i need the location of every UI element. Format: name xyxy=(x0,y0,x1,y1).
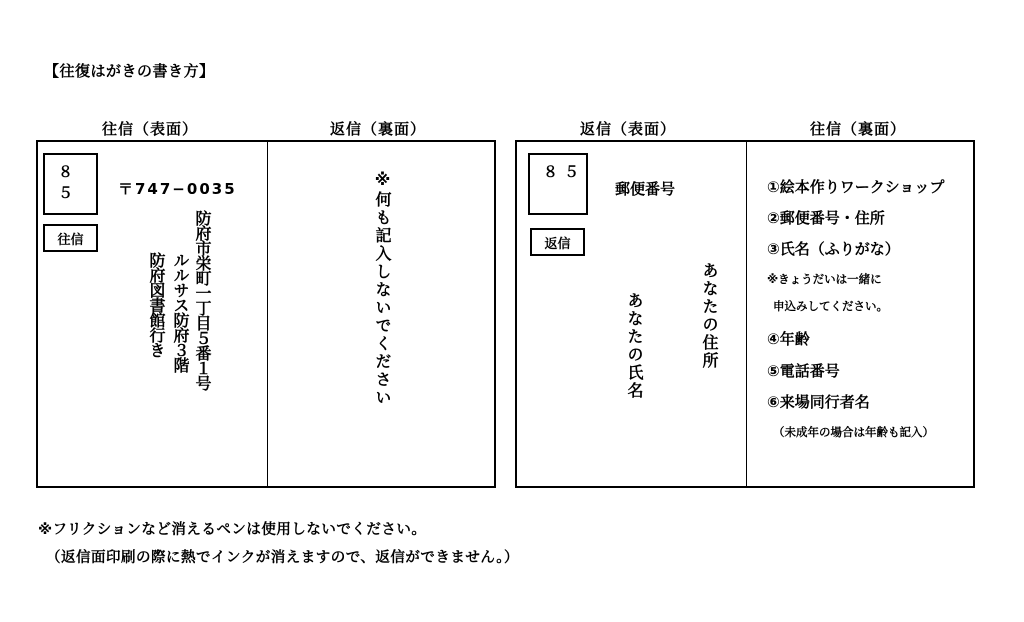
page-title: 【往復はがきの書き方】 xyxy=(44,62,215,80)
postal-code-label: 郵便番号 xyxy=(615,180,676,198)
item-postal-address: ②郵便番号・住所 xyxy=(767,209,885,227)
addressee: 防府図書館行き xyxy=(147,252,166,357)
your-name-label: あなたの氏名 xyxy=(625,292,644,400)
postage-stamp-box xyxy=(528,153,588,215)
item-name: ③氏名（ふりがな） xyxy=(767,240,900,258)
header-reply-front: 返信（表面） xyxy=(579,120,676,138)
postal-code: 〒747−0035 xyxy=(118,180,237,198)
do-not-write-note: ※何も記入しないでください xyxy=(373,170,392,407)
address-line-2: ルルサス防府３階 xyxy=(171,252,190,372)
left-postcard xyxy=(36,140,496,488)
postage-stamp-box xyxy=(43,153,98,215)
required-items-list xyxy=(767,176,944,440)
footer-note-1: ※フリクションなど消えるペンは使用しないでください。 xyxy=(38,522,427,538)
header-outgoing-front: 往信（表面） xyxy=(101,120,198,138)
header-reply-back: 返信（裏面） xyxy=(329,120,426,138)
header-outgoing-back: 往信（裏面） xyxy=(809,120,906,138)
sibling-note-1: ※きょうだいは一緒に xyxy=(767,272,882,286)
item-phone: ⑤電話番号 xyxy=(767,362,840,380)
item-workshop: ①絵本作りワークショップ xyxy=(767,178,945,196)
reply-tag: 返信 xyxy=(530,228,585,256)
your-address-label: あなたの住所 xyxy=(700,262,719,370)
address-line-1: 防府市栄町一丁目５番１号 xyxy=(193,210,212,390)
right-postcard xyxy=(515,140,975,488)
card-divider xyxy=(746,142,747,486)
stamp-value: ８５ xyxy=(58,163,80,202)
card-divider xyxy=(267,142,268,486)
sibling-note-2: 申込みしてください。 xyxy=(773,299,888,313)
item-companion: ⑥来場同行者名 xyxy=(767,393,870,411)
minor-note: （未成年の場合は年齢も記入） xyxy=(773,425,934,439)
footer-note-2: （返信面印刷の際に熱でインクが消えますので、返信ができません。） xyxy=(46,550,520,566)
outgoing-tag: 往信 xyxy=(43,224,98,252)
item-age: ④年齢 xyxy=(767,330,810,348)
stamp-value: ８５ xyxy=(543,163,586,181)
